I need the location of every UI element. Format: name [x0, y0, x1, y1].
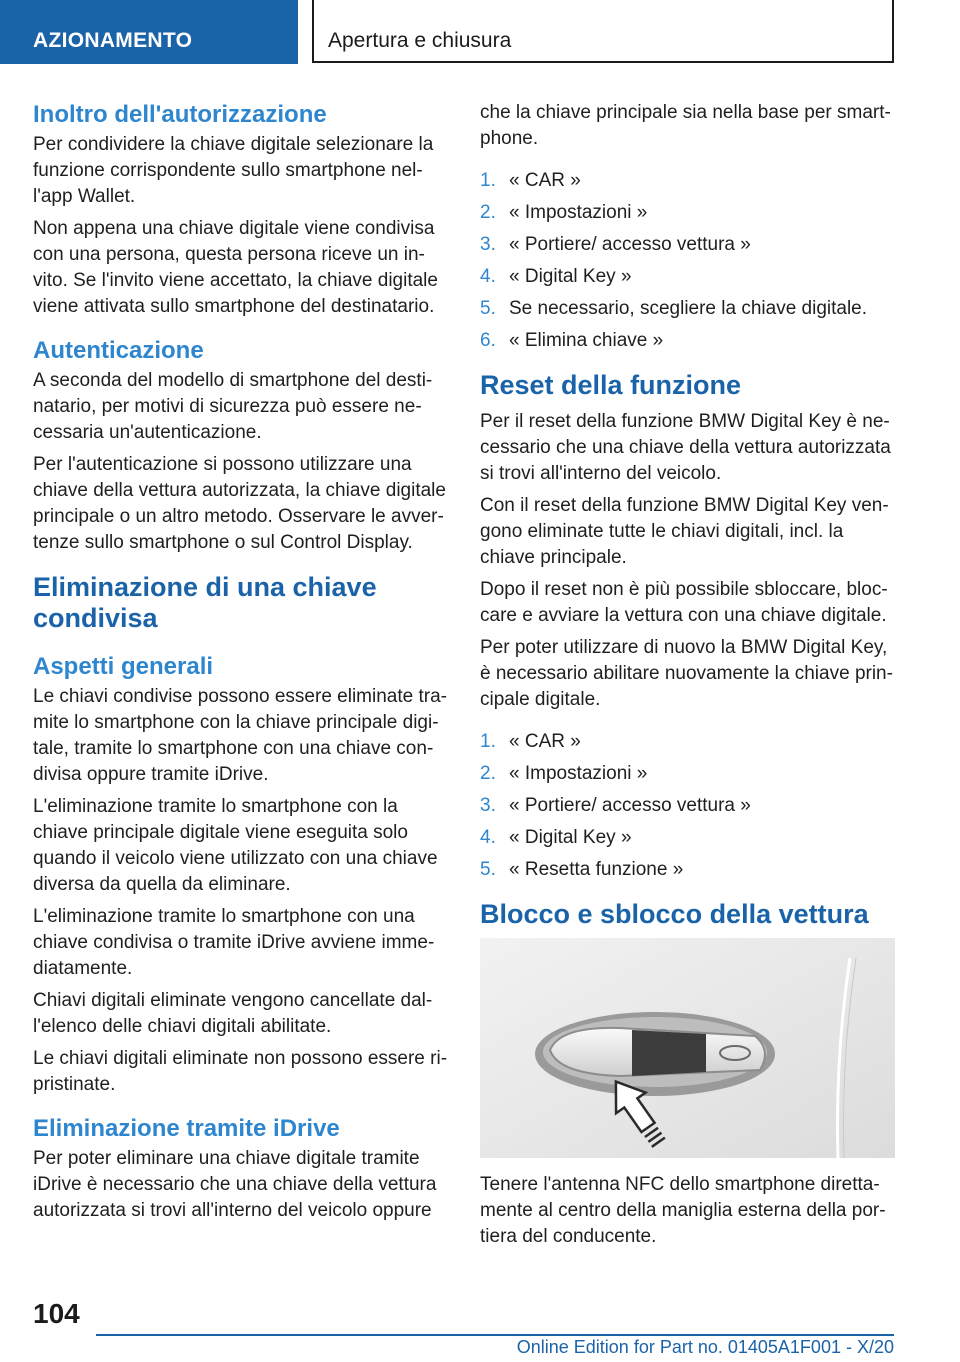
header-section-title: AZIONAMENTO	[33, 29, 193, 52]
list-item: 6. « Elimina chiave »	[480, 330, 664, 351]
list-item: 5. Se necessario, scegliere la chiave digitale.	[480, 298, 868, 319]
footer-divider	[96, 1334, 894, 1336]
list-item: 2. « Impostazioni »	[480, 202, 648, 223]
paragraph: Tenere l'antenna NFC dello smartphone direttamente al centro della maniglia esterna della portiera del conducente.	[480, 1174, 886, 1247]
paragraph: Per l'autenticazione si possono utilizzare una chiave della vettura autorizzata, la chiave digitale principale o un altro metodo. Osservare le avvertenze sullo smartphone o sul Control Display.	[33, 454, 446, 553]
list-item: 1. « CAR »	[480, 731, 581, 752]
heading-blocco: Blocco e sblocco della vettura	[480, 899, 869, 929]
door-handle-illustration	[480, 938, 895, 1158]
left-column	[33, 100, 448, 1230]
heading-eliminazione: Eliminazione di una chiave condivisa	[33, 572, 377, 633]
steps-list-elimina	[480, 168, 895, 354]
heading-reset: Reset della funzione	[480, 370, 742, 400]
paragraph: Non appena una chiave digitale viene condivisa con una persona, questa persona riceve un invito. Se l'invito viene accettato, la chiave digitale viene attivata sullo smartphone del destinatario.	[33, 218, 438, 317]
header-chapter-box	[312, 0, 894, 63]
page-number: 104	[33, 1298, 80, 1329]
paragraph: Le chiavi digitali eliminate non possono essere ripristinate.	[33, 1048, 448, 1095]
list-item: 1. « CAR »	[480, 170, 581, 191]
paragraph: L'eliminazione tramite lo smartphone con la chiave principale digitale viene eseguita solo quando il veicolo viene utilizzato con una chiave diversa da quella da eliminare.	[33, 796, 438, 895]
header-section-tab	[0, 0, 298, 64]
list-item: 4. « Digital Key »	[480, 827, 632, 848]
paragraph: Per condividere la chiave digitale selezionare la funzione corrispondente sullo smartphone nell'app Wallet.	[33, 134, 434, 207]
steps-list-reset	[480, 729, 895, 883]
paragraph: Per poter utilizzare di nuovo la BMW Digital Key, è necessario abilitare nuovamente la chiave principale digitale.	[480, 637, 893, 710]
list-item: 4. « Digital Key »	[480, 266, 632, 287]
list-item: 3. « Portiere/ accesso vettura »	[480, 234, 751, 255]
heading-tramite-idrive: Eliminazione tramite iDrive	[33, 1115, 340, 1142]
list-item: 3. « Portiere/ accesso vettura »	[480, 795, 751, 816]
heading-aspetti-generali: Aspetti generali	[33, 653, 214, 680]
paragraph: Le chiavi condivise possono essere eliminate tramite lo smartphone con la chiave principale digitale, tramite lo smartphone con una chiave condivisa oppure tramite iDrive.	[33, 686, 447, 785]
door-handle-nfc-icon	[480, 938, 895, 1158]
paragraph: A seconda del modello di smartphone del destinatario, per motivi di sicurezza può essere necessaria un'autenticazione.	[33, 370, 433, 443]
heading-inoltro: Inoltro dell'autorizzazione	[33, 101, 327, 128]
paragraph: Per il reset della funzione BMW Digital Key è necessario che una chiave della vettura autorizzata si trovi all'interno del veicolo.	[480, 411, 891, 484]
paragraph: L'eliminazione tramite lo smartphone con una chiave condivisa o tramite iDrive avviene immediatamente.	[33, 906, 435, 979]
header-chapter-title: Apertura e chiusura	[328, 29, 512, 52]
paragraph: Con il reset della funzione BMW Digital Key vengono eliminate tutte le chiavi digitali, incl. la chiave principale.	[480, 495, 889, 568]
list-item: 2. « Impostazioni »	[480, 763, 648, 784]
heading-autenticazione: Autenticazione	[33, 337, 204, 364]
paragraph: Dopo il reset non è più possibile sbloccare, bloccare e avviare la vettura con una chiave digitale.	[480, 579, 888, 626]
paragraph: che la chiave principale sia nella base per smartphone.	[480, 102, 891, 149]
footer-edition: Online Edition for Part no. 01405A1F001 - X/20	[516, 1337, 894, 1357]
paragraph: Chiavi digitali eliminate vengono cancellate dall'elenco delle chiavi digitali abilitate.	[33, 990, 433, 1037]
list-item: 5. « Resetta funzione »	[480, 859, 684, 880]
paragraph: Per poter eliminare una chiave digitale tramite iDrive è necessario che una chiave della vettura autorizzata si trovi all'interno del veicolo oppure	[33, 1148, 437, 1221]
right-column	[480, 100, 895, 1256]
